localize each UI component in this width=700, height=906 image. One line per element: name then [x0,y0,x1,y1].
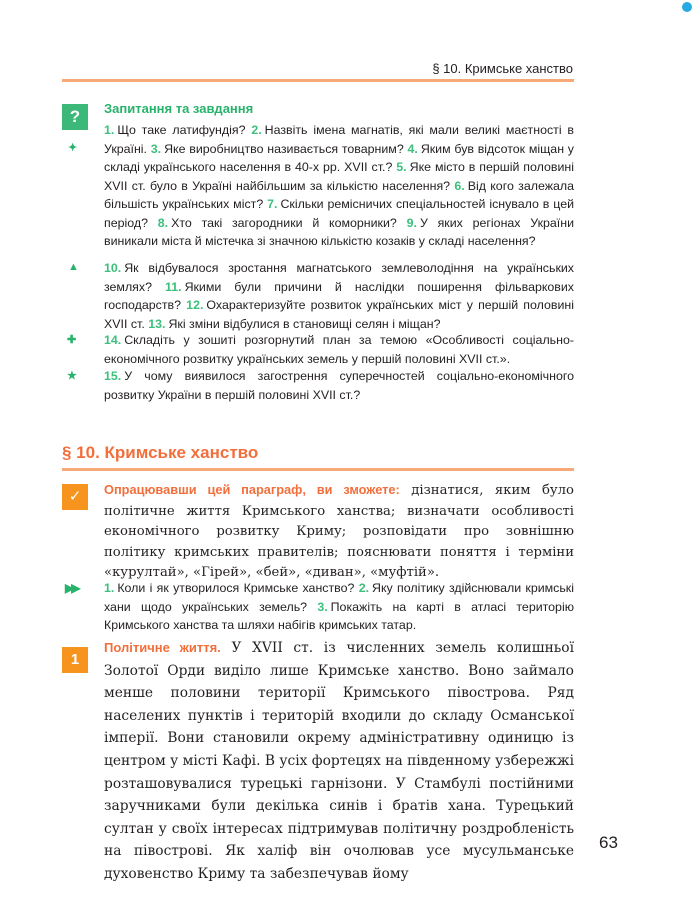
question-text: Яке виробництво називається товарним? [164,141,404,156]
level-2-icon: ▲ [68,261,79,273]
goals-label: Опрацювавши цей параграф, ви зможете: [104,482,400,497]
question-number: 2. [251,123,262,137]
page-number: 63 [599,833,618,852]
question-number: 1. [104,123,115,137]
section-title: § 10. Кримське ханство [62,443,259,462]
question-number: 10. [104,261,122,275]
question-group-3 [104,331,574,368]
question-text: Як відбувалося зростання магнатського землеволодіння на українських землях? [104,261,574,294]
level-1-icon: ✦ [68,142,78,154]
section-divider [62,468,574,471]
question-text: Назвіть імена магнатів, які мали великі маєтності в Україні. [104,123,574,156]
question-text: Від кого залежала більшість українських міст? [104,178,574,211]
question-text: Коли і як утворилося Кримське ханство? [117,581,355,595]
question-number: 3. [317,599,328,614]
question-number: 7. [267,197,278,211]
question-group-4 [104,367,574,404]
question-number: 5. [396,160,407,174]
question-text: Яку політику здійснювали кримські хани щодо українських земель? [104,581,574,614]
question-group-2 [104,259,574,333]
level-4-icon: ★ [67,370,77,382]
level-3-icon: ✚ [67,334,77,346]
question-text: Покажіть на карті в атласі територію Кримського ханства та шляхи набігів кримських татар. [104,599,574,632]
question-number: 4. [407,141,418,156]
checkmark-icon: ✓ [62,484,88,510]
question-number: 6. [454,178,465,193]
goals-text: дізнатися, яким було політичне життя Кримського ханства; визначати особливості економічного розвитку Криму; розповідати про зовнішню політику кримських правителів; пояснювати поняття і терміни «курултай», «Гірей», «бей», «диван», «муфтій». [104,483,574,580]
question-number: 1. [104,581,115,595]
question-text: Які зміни відбулися в становищі селян і міщан? [168,316,441,331]
double-arrow-icon: ▶▶ [65,581,78,595]
question-text: Яке місто в першій половині XVII ст. було в Україні найбільшим за кількістю населення? [104,160,574,193]
question-text: Охарактеризуйте розвиток українських міст у першій половині XVII ст. [104,298,574,331]
part-body: У XVII ст. із численних земель колишньої Золотої Орди виділо лише Кримське ханство. Воно займало менше половини території Кримського півострова. Ряд населених пунктів і територій входили до складу Османської імперії. Вони становили окрему адміністративну одиницю із центром у місті Кафі. В усіх фортецях на південному узбережжі розташовувалися турецькі гарнізони. У Стамбулі постійними заручниками були декілька синів і братів хана. Турецький султан у своїх інтересах підтримував політичну роздробленість на півострові. Як халіф він очолював усе мусульманське духовенство Криму та забезпечував йому [104,640,574,882]
running-header: § 10. Кримське ханство [432,61,573,76]
question-number: 8. [157,215,169,230]
question-number: 2. [358,581,370,595]
part-heading: Політичне життя. [104,640,221,655]
question-text: Що таке латифундія? [117,123,246,137]
question-text: У яких регіонах України виникали міста й містечка зі значною кількістю козаків у складі населення? [104,215,575,248]
question-text: Складіть у зошиті розгорнутий план за темою «Особливості соціально-економічного розвитку українських земель у першій половині XVII ст.». [104,333,574,366]
review-questions [104,579,574,635]
question-number: 9. [406,215,417,230]
questions-title: Запитання та завдання [104,101,254,116]
main-paragraph [104,637,574,886]
question-number: 3. [150,141,162,156]
question-number: 11. [165,279,182,294]
part-number-badge: 1 [62,647,88,673]
header-divider [62,79,574,82]
question-number: 12. [186,298,204,312]
question-group-1 [104,121,574,251]
question-text: Якими були причини й наслідки поширення фільваркових господарств? [104,279,575,312]
question-number: 14. [104,333,122,347]
question-text: Хто такі загородники й коморники? [171,215,397,230]
publisher-logo-icon [682,2,692,12]
question-text: У чому виявилося загострення суперечностей соціально-економічного розвитку України в першій половині XVII ст.? [104,369,574,402]
question-text: Яким був відсоток міщан у складі українського населення в 40-х рр. XVII ст.? [104,141,574,174]
learning-goals [104,480,574,584]
question-number: 13. [148,316,166,331]
question-mark-icon: ? [62,104,88,130]
question-number: 15. [104,369,122,383]
question-text: Скільки ремісничих спеціальностей існувало в цей період? [104,197,575,230]
